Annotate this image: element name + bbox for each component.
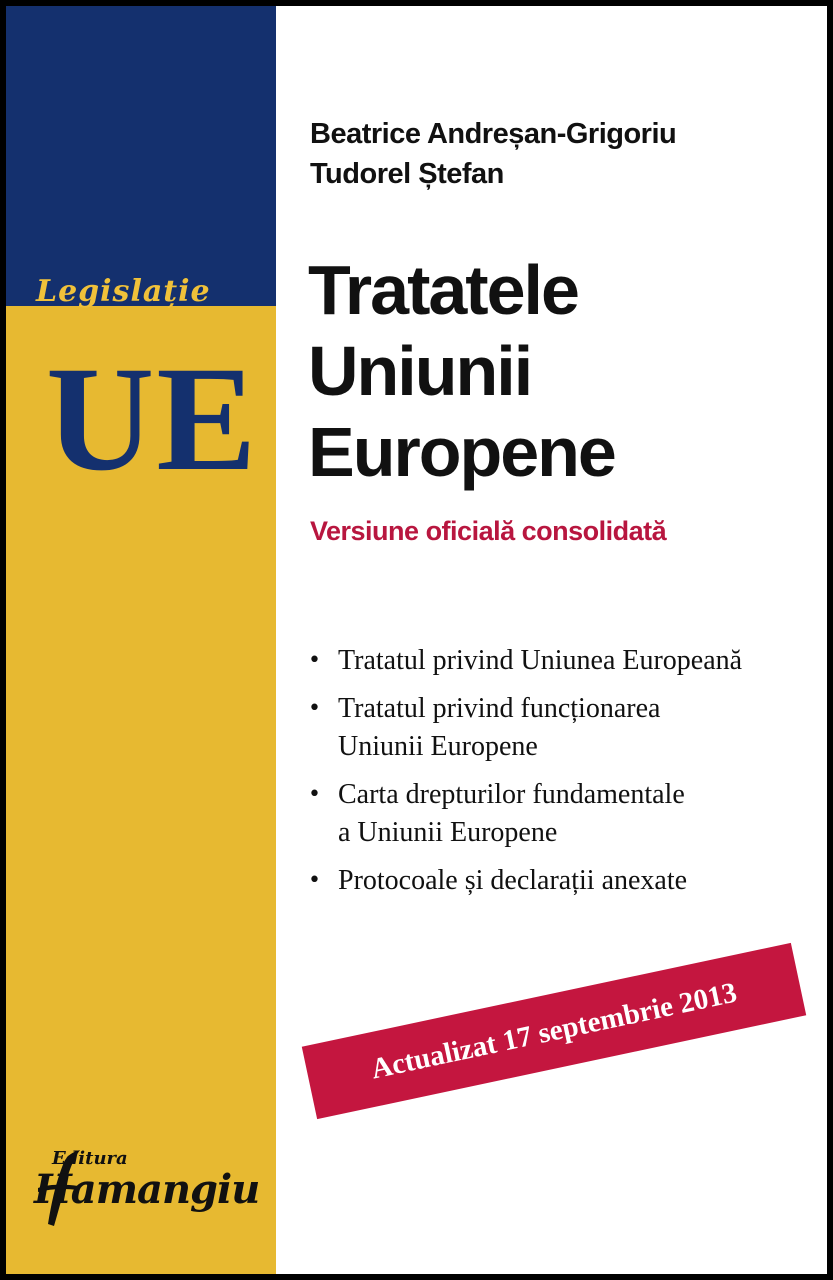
authors: [310, 114, 676, 194]
contents-item: [308, 862, 808, 900]
contents-line: Carta drepturilor fundamentale: [338, 779, 685, 810]
contents-line: Tratatul privind Uniunea Europeană: [338, 645, 743, 676]
contents-line: Tratatul privind funcționarea: [338, 693, 661, 724]
contents-line: a Uniunii Europene: [338, 817, 558, 848]
title-line: Tratatele: [308, 251, 578, 329]
update-banner-text: Actualizat 17 septembrie 2013: [368, 976, 740, 1085]
contents-list: [308, 642, 808, 910]
book-title: [308, 250, 615, 493]
bullet-icon: •: [308, 868, 321, 893]
title-line: Europene: [308, 413, 615, 491]
title-line: Uniunii: [308, 332, 532, 410]
series-label: Legislație: [36, 274, 211, 309]
contents-item: [308, 776, 808, 852]
bullet-icon: •: [308, 696, 321, 721]
publisher-logo: [34, 1148, 274, 1228]
author-name: Tudorel Ștefan: [310, 158, 504, 190]
publisher-name: Hamangiu: [34, 1166, 260, 1213]
series-code: UE: [46, 336, 259, 502]
publisher-label: Editura: [52, 1148, 128, 1169]
book-cover: [6, 6, 827, 1274]
contents-line: Uniunii Europene: [338, 731, 538, 762]
navy-color-block: [6, 6, 276, 306]
contents-line: Protocoale și declarații anexate: [338, 865, 688, 896]
update-banner: [302, 943, 806, 1119]
author-name: Beatrice Andreșan-Grigoriu: [310, 118, 677, 150]
bullet-icon: •: [308, 782, 321, 807]
contents-item: [308, 690, 808, 766]
bullet-icon: •: [308, 648, 321, 673]
contents-item: [308, 642, 808, 680]
subtitle: Versiune oficială consolidată: [310, 516, 667, 546]
